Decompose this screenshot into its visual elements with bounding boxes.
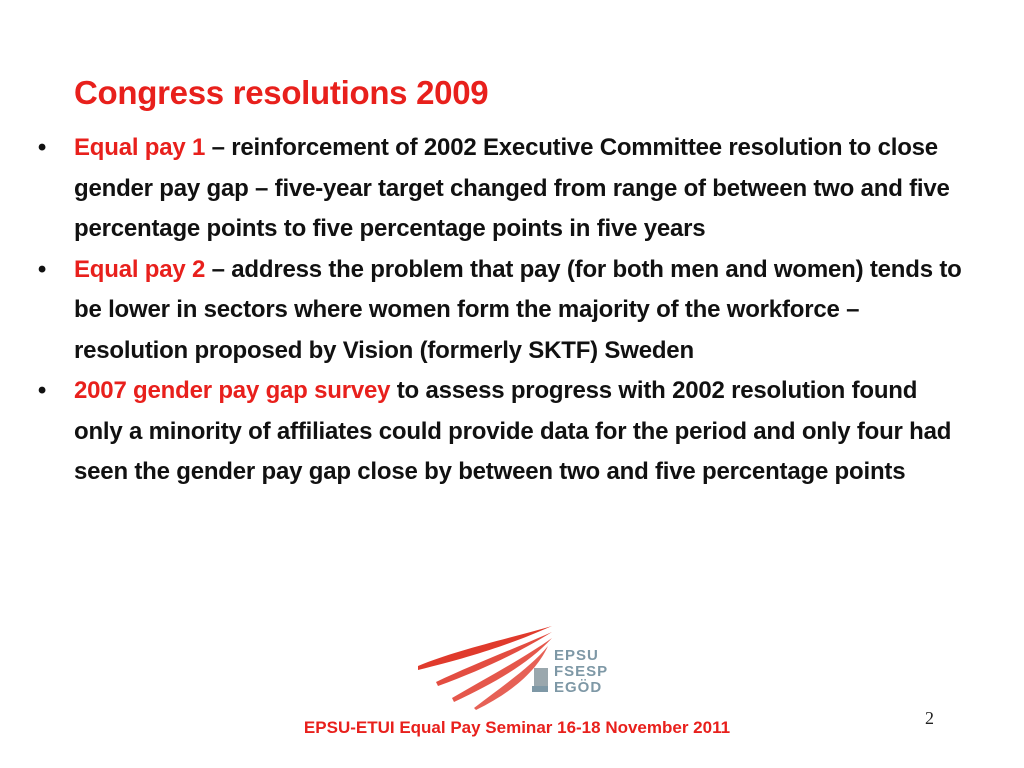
- logo-swoosh: [418, 626, 552, 710]
- logo-bar: [532, 686, 548, 692]
- bullet-highlight: Equal pay 1: [74, 134, 206, 161]
- logo-text-egod: EGÖD: [554, 679, 603, 696]
- bullet-text: – address the problem that pay (for both men and women) tends to be lower in sectors where women form the majority of the workforce – resolution proposed by Vision (formerly SKTF) Sweden: [74, 255, 962, 364]
- epsu-logo-icon: [416, 620, 616, 710]
- slide-footer: [0, 718, 1024, 738]
- bullet-list: [32, 128, 967, 493]
- footer-text: EPSU-ETUI Equal Pay Seminar 16-18 November 2011: [303, 718, 731, 737]
- bullet-text: to assess progress with 2002 resolution found only a minority of affiliates could provide data for the period and only four had seen the gender pay gap close by between two and five percentage points: [74, 377, 952, 485]
- logo-text-fsesp: FSESP: [554, 663, 609, 680]
- bullet-item-survey: [32, 371, 967, 493]
- slide-title: Congress resolutions 2009: [74, 74, 489, 111]
- bullet-item-equal-pay-1: [32, 128, 967, 250]
- page-number: 2: [925, 708, 934, 728]
- logo-bar: [534, 668, 548, 686]
- bullet-item-equal-pay-2: [32, 250, 967, 372]
- bullet-highlight: Equal pay 2: [74, 255, 206, 283]
- bullet-highlight: 2007 gender pay gap survey: [74, 377, 391, 404]
- bullet-marker: •: [37, 377, 47, 404]
- bullet-marker: •: [37, 134, 47, 161]
- logo-text-epsu: EPSU: [554, 647, 599, 664]
- bullet-marker: •: [37, 255, 47, 283]
- bullet-text: – reinforcement of 2002 Executive Committee resolution to close gender pay gap – five-year target changed from range of between two and five percentage points to five percentage points in five years: [74, 134, 950, 242]
